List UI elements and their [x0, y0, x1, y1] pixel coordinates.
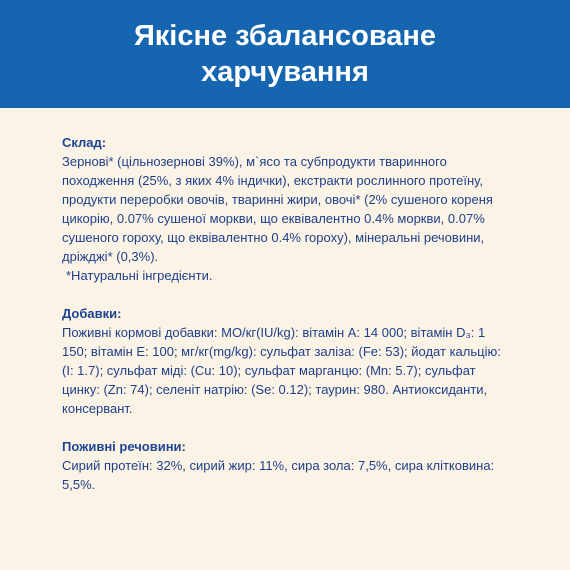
natural-ingredients-note: *Натуральні інгредієнти. — [66, 268, 213, 283]
product-info — [62, 133, 512, 513]
nutrients-text: Сирий протеїн: 32%, сирий жир: 11%, сира зола: 7,5%, сира клітковина: 5,5%. — [62, 458, 495, 492]
additives-title: Добавки: — [62, 306, 122, 321]
composition-section — [62, 133, 512, 285]
header-banner — [0, 0, 570, 108]
page-title: Якісне збалансоване харчування — [133, 20, 437, 88]
composition-title: Склад: — [62, 135, 107, 150]
nutrients-section — [62, 437, 512, 494]
composition-text: Зернові* (цільнозернові 39%), м`ясо та субпродукти тваринного походження (25%, з яких 4% індички), екстракти рослинного протеїну, продукти переробки овочів, тваринні жири, овочі* (2% сушеного кореня цикорію, 0.07% сушеної моркви, що еквівалентно 0.4% моркви, 0.07% сушеного гороху, що еквівалентно 0.4% гороху), мінеральні речовини, дріжджі* (0,3%). — [62, 154, 493, 264]
additives-text: Поживні кормові добавки: МО/кг(IU/kg): вітамін А: 14 000; вітамін D₃: 1 150; вітамін Е: 100; мг/кг(mg/kg): сульфат заліза: (Fe: 53); йодат кальцію: (I: 1.7); сульфат міді: (Cu: 10); сульфат марганцю: (Mn: 5.7); сульфат цинку: (Zn: 74); селеніт натрію: (Se: 0.12); таурин: 980. Антиоксиданти, консервант. — [62, 325, 501, 416]
additives-section — [62, 304, 512, 418]
nutrients-title: Поживні речовини: — [62, 439, 186, 454]
